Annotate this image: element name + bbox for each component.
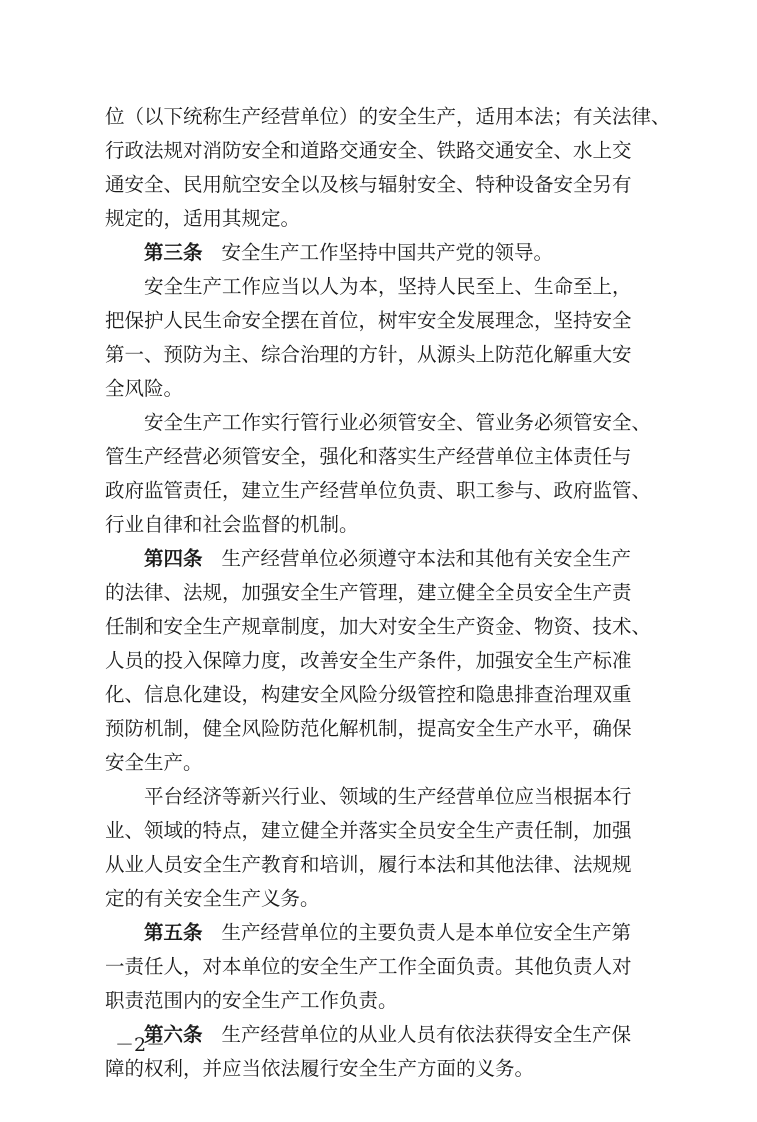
text-line: 定的有关安全生产义务。: [105, 887, 320, 910]
article-4-text: 生产经营单位必须遵守本法和其他有关安全生产: [221, 547, 632, 570]
text-line: 安全生产工作应当以人为本，坚持人民至上、生命至上，: [144, 275, 632, 298]
article-5-text: 生产经营单位的主要负责人是本单位安全生产第: [221, 921, 632, 944]
text-line: 全风险。: [105, 377, 184, 400]
text-line: 政府监管责任，建立生产经营单位负责、职工参与、政府监管、: [105, 479, 652, 502]
text-line: 行业自律和社会监督的机制。: [105, 513, 359, 536]
article-6-text: 生产经营单位的从业人员有依法获得安全生产保: [221, 1023, 632, 1046]
article-3-first-line: [105, 236, 650, 270]
article-4-first-line: [105, 542, 650, 576]
text-line: 平台经济等新兴行业、领域的生产经营单位应当根据本行: [144, 785, 632, 808]
article-3-text: 安全生产工作坚持中国共产党的领导。: [221, 241, 554, 264]
text-line: 障的权利，并应当依法履行安全生产方面的义务。: [105, 1057, 535, 1080]
page-number: －2－: [115, 1034, 166, 1056]
text-line: 一责任人，对本单位的安全生产工作全面负责。其他负责人对: [105, 955, 632, 978]
text-line: 业、领域的特点，建立健全并落实全员安全生产责任制，加强: [105, 819, 632, 842]
text-line: 安全生产。: [105, 751, 203, 774]
body-text: [105, 100, 671, 1086]
text-line: 人员的投入保障力度，改善安全生产条件，加强安全生产标准: [105, 649, 632, 672]
text-line: 从业人员安全生产教育和培训，履行本法和其他法律、法规规: [105, 853, 632, 876]
text-line: 管生产经营必须管安全，强化和落实生产经营单位主体责任与: [105, 445, 632, 468]
article-5-heading: 第五条: [144, 921, 203, 944]
article-5-first-line: [105, 916, 650, 950]
text-line: 安全生产工作实行管行业必须管安全、管业务必须管安全、: [144, 411, 652, 434]
article-3-heading: 第三条: [144, 241, 203, 264]
text-line: 职责范围内的安全生产工作负责。: [105, 989, 398, 1012]
text-line: 把保护人民生命安全摆在首位，树牢安全发展理念，坚持安全: [105, 309, 632, 332]
text-line: 预防机制，健全风险防范化解机制，提高安全生产水平，确保: [105, 717, 632, 740]
text-line: 通安全、民用航空安全以及核与辐射安全、特种设备安全另有: [105, 173, 632, 196]
text-line: 规定的，适用其规定。: [105, 207, 301, 230]
text-line: 化、信息化建设，构建安全风险分级管控和隐患排查治理双重: [105, 683, 632, 706]
text-line: 的法律、法规，加强安全生产管理，建立健全全员安全生产责: [105, 581, 632, 604]
article-6-heading: 第六条: [144, 1023, 203, 1046]
text-line: 行政法规对消防安全和道路交通安全、铁路交通安全、水上交: [105, 139, 632, 162]
article-6-first-line: [105, 1018, 650, 1052]
text-line: 第一、预防为主、综合治理的方针，从源头上防范化解重大安: [105, 343, 632, 366]
text-line: 任制和安全生产规章制度，加大对安全生产资金、物资、技术、: [105, 615, 652, 638]
article-4-heading: 第四条: [144, 547, 203, 570]
text-line: 位（以下统称生产经营单位）的安全生产，适用本法；有关法律、: [105, 105, 671, 128]
